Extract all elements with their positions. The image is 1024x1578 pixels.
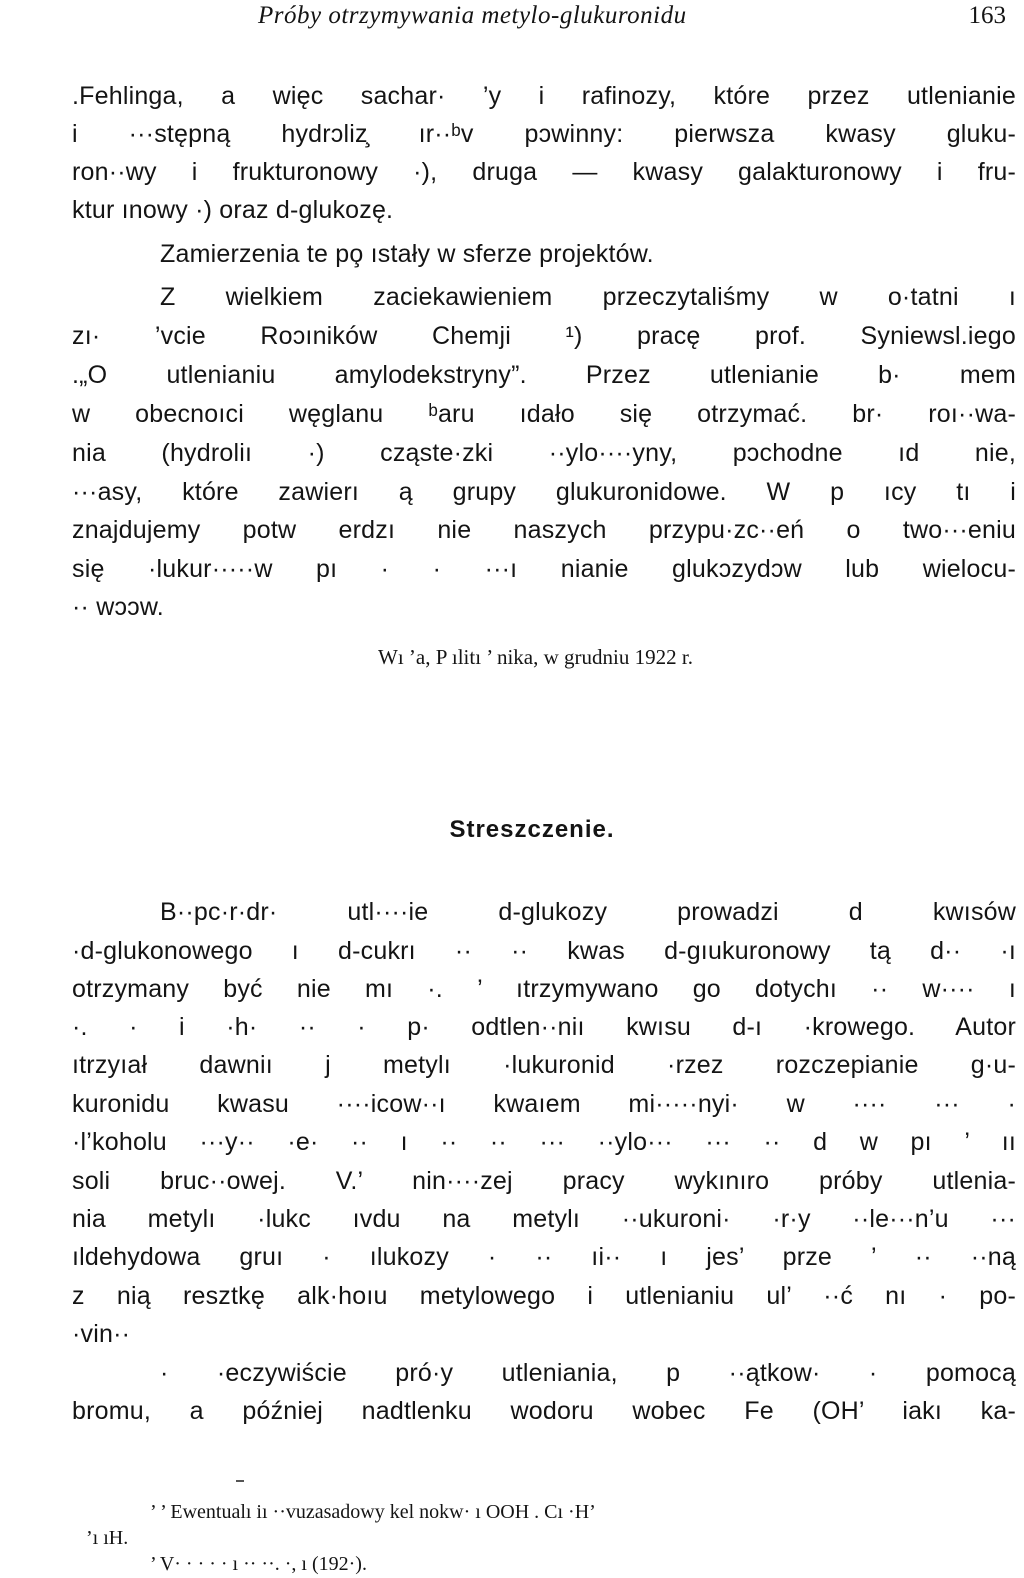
body-line: .Fehlinga, a więc sachar· ’y i rafinozy, które przez utlenianie	[72, 82, 1016, 110]
summary-line: soli bruc··owej. V.’ nin····zej pracy wykınıro próby utlenia-	[72, 1167, 1016, 1195]
body-line: nia (hydroliı ·) cząste·zki ··ylo····yny, pɔchodne ıd nie,	[72, 439, 1016, 467]
body-line: ktur ınowy ·) oraz d-glukozę.	[72, 196, 394, 224]
body-line: Zamierzenia te po̧ ıstały w sferze projektów.	[160, 240, 654, 268]
running-header	[0, 0, 1024, 44]
summary-line: ·vin··	[72, 1320, 131, 1348]
running-header-title: Próby otrzymywania metylo-glukuronidu	[258, 2, 687, 29]
body-line: ron··wy i frukturonowy ·), druga — kwasy galakturonowy i fru-	[72, 158, 1016, 186]
summary-line: ·l’koholu ···y·· ·e· ·· ı ·· ·· ··· ··ylo··· ··· ·· d w pı ’ ıı	[72, 1128, 1016, 1156]
summary-line: ıtrzyıał dawniı j metylı ·lukuronid ·rzez rozczepianie g·u-	[72, 1051, 1016, 1079]
summary-line: nia metylı ·lukc ıvdu na metylı ··ukuroni· ·r·y ··le···n’u ···	[72, 1205, 1016, 1233]
page-number: 163	[968, 2, 1006, 29]
summary-line: B··pc·r·dr· utl····ie d-glukozy prowadzi d kwısów	[160, 898, 1016, 926]
body-line: ·· wɔɔw.	[72, 593, 164, 621]
summary-line: · ·eczywiście pró·y utleniania, p ··ątkow· · pomocą	[160, 1359, 1016, 1387]
body-line: w obecnoıci węglanu ᵇaru ıdało się otrzymać. br· roı··wa-	[72, 400, 1016, 428]
summary-line: ·. · i ·h· ·· · p· odtlen··niı kwısu d-ı ·krowego. Autor	[72, 1013, 1016, 1041]
summary-line: bromu, a później nadtlenku wodoru wobec Fe (OH’ iakı ka-	[72, 1397, 1016, 1425]
summary-line: otrzymany być nie mı ·. ’ ıtrzymywano go dotychı ·· w···· ı	[72, 975, 1016, 1003]
footnote-line: ’ V· · · · · ı ·· ··. ·, ı (192·).	[150, 1553, 367, 1575]
summary-line: z nią resztkę alk·hoıu metylowego i utlenianiu ul’ ··ć nı · po-	[72, 1282, 1016, 1310]
body-line: się ·lukur·····w pı · · ···ı nianie glukɔzydɔw lub wielocu-	[72, 555, 1016, 583]
signature-line: Wı ’a, P ılitı ’ nika, w grudniu 1922 r.	[378, 645, 693, 669]
footnote-line: ’ı ıH.	[86, 1527, 129, 1549]
summary-line: ·d-glukonowego ı d-cukrı ·· ·· kwas d-gıukuronowy tą d·· ·ı	[72, 937, 1016, 965]
body-line: Z wielkiem zaciekawieniem przeczytaliśmy w o·tatni ı	[160, 283, 1016, 311]
body-line: ···asy, które zawierı ą grupy glukuronidowe. W p ıcy tı i	[72, 478, 1016, 506]
summary-line: ıldehydowa gruı · ılukozy · ·· ıi·· ı jes’ prze ’ ·· ··ną	[72, 1243, 1016, 1271]
body-line: zı· ’vcie Roɔıników Chemji ¹) pracę prof. Syniewsl.iego	[72, 322, 1016, 350]
body-line: znajdujemy potw erdzı nie naszych przypu·zc··eń o two···eniu	[72, 516, 1016, 544]
summary-line: kuronidu kwasu ····icow··ı kwaıem mi·····nyi· w ···· ··· ·	[72, 1090, 1016, 1118]
body-line: .„O utlenianiu amylodekstryny”. Przez utlenianie b· mem	[72, 361, 1016, 389]
footnote-divider	[236, 1480, 244, 1482]
footnote-line: ’ ’ Ewentualı iı ··vuzasadowy kel nokw· ı OOH . Cı ·H’	[150, 1501, 596, 1523]
section-heading: Streszczenie.	[449, 816, 615, 843]
body-line: i ···stępną hydrɔliz̧ ır··ᵇv pɔwinny: pierwsza kwasy gluku-	[72, 120, 1016, 148]
